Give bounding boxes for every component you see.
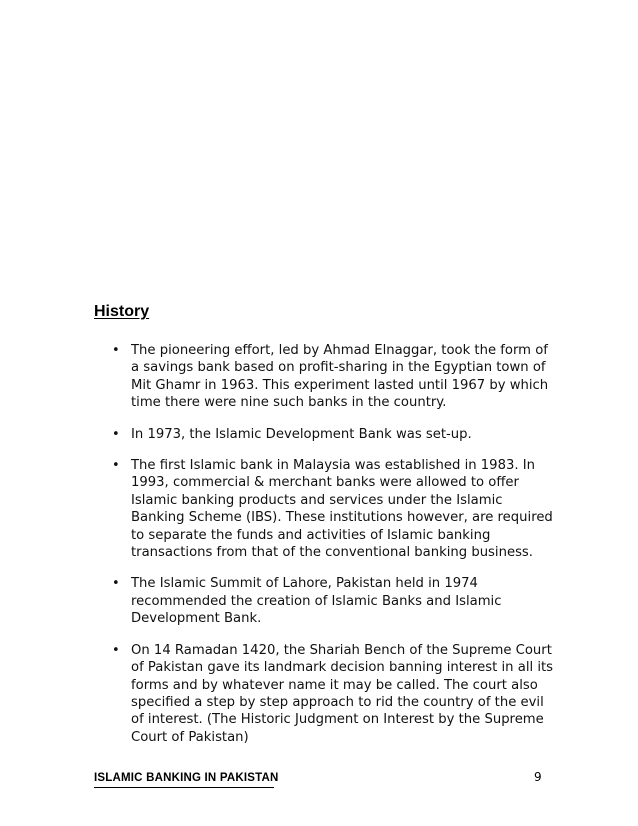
bullet-text: On 14 Ramadan 1420, the Shariah Bench of the Supreme Court of Pakistan gave its landmark decision banning interest in all its forms and by whatever name it may be called. The court also specified a step by step approach to rid the country of the evil of interest. (The Historic Judgment on Interest by the Supreme Court of Pakistan) [131,642,554,745]
bullet-item [110,342,560,412]
bullet-item [110,575,560,627]
bullet-icon: • [112,642,120,658]
bullet-text: The first Islamic bank in Malaysia was established in 1983. In 1993, commercial & merchant banks were allowed to offer Islamic banking products and services under the Islamic Banking Scheme (IBS). These institutions however, are required to separate the funds and activities of Islamic banking transactions from that of the conventional banking business. [131,458,553,561]
bullet-text: In 1973, the Islamic Development Bank was set-up. [131,426,472,442]
history-bullet-list [110,342,560,760]
footer-title: ISLAMIC BANKING IN PAKISTAN [94,772,279,784]
bullet-icon: • [112,426,120,442]
bullet-icon: • [112,343,120,358]
bullet-text: The pioneering effort, led by Ahmad Elnaggar, took the form of a savings bank based on profit-sharing in the Egyptian town of Mit Ghamr in 1963. This experiment lasted until 1967 by which time there were nine such banks in the country. [131,343,549,411]
bullet-text: The Islamic Summit of Lahore, Pakistan held in 1974 recommended the creation of Islamic Banks and Islamic Development Bank. [131,576,502,627]
bullet-item [110,426,560,443]
footer-divider [94,787,274,788]
bullet-item [110,642,560,746]
bullet-item [110,457,560,561]
page-number: 9 [534,770,542,784]
bullet-icon: • [112,458,120,474]
section-heading: History [94,303,150,320]
bullet-icon: • [112,576,120,592]
